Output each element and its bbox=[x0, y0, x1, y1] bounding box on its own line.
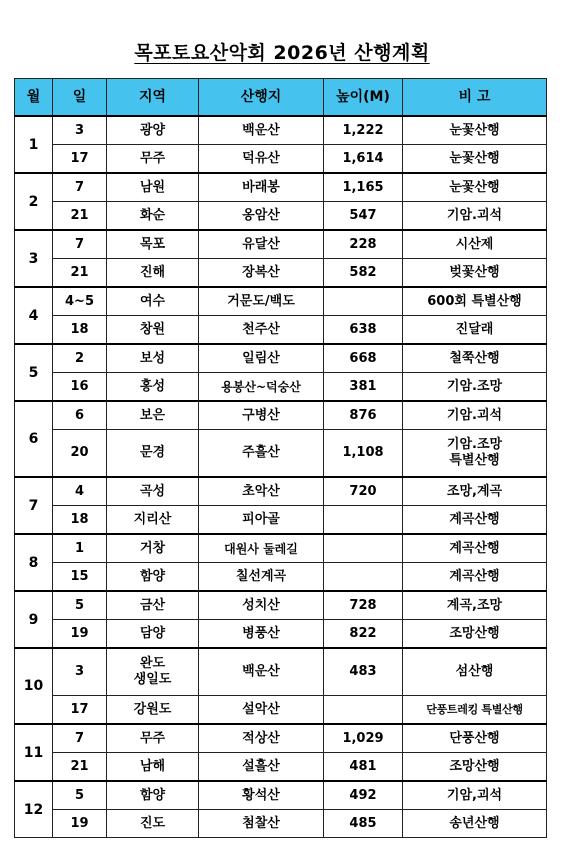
table-row bbox=[15, 591, 547, 620]
height-cell: 381 bbox=[324, 373, 403, 402]
note-cell: 단풍산행 bbox=[403, 724, 547, 753]
day-cell: 18 bbox=[53, 316, 107, 345]
region-cell: 여수 bbox=[107, 287, 199, 316]
height-cell: 582 bbox=[324, 259, 403, 288]
month-cell: 2 bbox=[15, 173, 53, 230]
height-cell: 1,614 bbox=[324, 145, 403, 174]
day-cell: 17 bbox=[53, 696, 107, 725]
region-cell: 함양 bbox=[107, 563, 199, 592]
day-cell: 4~5 bbox=[53, 287, 107, 316]
note-cell: 조망,계곡 bbox=[403, 477, 547, 506]
table-row bbox=[15, 781, 547, 810]
note-cell bbox=[403, 430, 547, 478]
height-cell: 728 bbox=[324, 591, 403, 620]
header-month: 월 bbox=[15, 79, 53, 117]
note-cell: 송년산행 bbox=[403, 810, 547, 838]
day-cell: 7 bbox=[53, 173, 107, 202]
region-cell: 홍성 bbox=[107, 373, 199, 402]
mountain-cell: 용봉산~덕숭산 bbox=[199, 373, 324, 402]
mountain-cell: 첨찰산 bbox=[199, 810, 324, 838]
note-cell: 계곡,조망 bbox=[403, 591, 547, 620]
day-cell: 4 bbox=[53, 477, 107, 506]
mountain-cell: 칠선계곡 bbox=[199, 563, 324, 592]
height-cell bbox=[324, 534, 403, 563]
height-cell: 720 bbox=[324, 477, 403, 506]
table-body bbox=[15, 116, 547, 838]
day-cell: 18 bbox=[53, 506, 107, 535]
table-row bbox=[15, 753, 547, 782]
mountain-cell: 덕유산 bbox=[199, 145, 324, 174]
hiking-plan-table bbox=[14, 78, 547, 838]
month-cell: 12 bbox=[15, 781, 53, 838]
day-cell: 21 bbox=[53, 259, 107, 288]
day-cell: 5 bbox=[53, 591, 107, 620]
mountain-cell: 바래봉 bbox=[199, 173, 324, 202]
height-cell: 228 bbox=[324, 230, 403, 259]
table-row bbox=[15, 724, 547, 753]
region-cell: 남원 bbox=[107, 173, 199, 202]
note-cell: 계곡산행 bbox=[403, 534, 547, 563]
region-cell: 창원 bbox=[107, 316, 199, 345]
mountain-cell: 백운산 bbox=[199, 648, 324, 696]
height-cell: 492 bbox=[324, 781, 403, 810]
region-cell: 광양 bbox=[107, 116, 199, 145]
day-cell: 7 bbox=[53, 230, 107, 259]
mountain-cell: 황석산 bbox=[199, 781, 324, 810]
note-cell: 기암.괴석 bbox=[403, 202, 547, 231]
month-cell: 5 bbox=[15, 344, 53, 401]
page-title: 목포토요산악회 2026년 산행계획 bbox=[134, 42, 430, 64]
day-cell: 3 bbox=[53, 116, 107, 145]
month-cell: 10 bbox=[15, 648, 53, 724]
table-row bbox=[15, 202, 547, 231]
region-cell: 진해 bbox=[107, 259, 199, 288]
table-row bbox=[15, 534, 547, 563]
note-line: 기암.조망 bbox=[446, 437, 503, 452]
month-cell: 7 bbox=[15, 477, 53, 534]
note-cell: 기암.조망 bbox=[403, 373, 547, 402]
mountain-cell: 장복산 bbox=[199, 259, 324, 288]
note-cell: 섬산행 bbox=[403, 648, 547, 696]
day-cell: 1 bbox=[53, 534, 107, 563]
table-row bbox=[15, 506, 547, 535]
month-cell: 9 bbox=[15, 591, 53, 648]
region-cell: 강원도 bbox=[107, 696, 199, 725]
header-height: 높이(M) bbox=[324, 79, 403, 117]
mountain-cell: 천주산 bbox=[199, 316, 324, 345]
mountain-cell: 일림산 bbox=[199, 344, 324, 373]
height-cell: 1,165 bbox=[324, 173, 403, 202]
header-day: 일 bbox=[53, 79, 107, 117]
table-row bbox=[15, 259, 547, 288]
height-cell: 822 bbox=[324, 620, 403, 649]
note-cell: 눈꽃산행 bbox=[403, 116, 547, 145]
note-cell: 철쭉산행 bbox=[403, 344, 547, 373]
mountain-cell: 설악산 bbox=[199, 696, 324, 725]
table-row bbox=[15, 401, 547, 430]
height-cell: 547 bbox=[324, 202, 403, 231]
note-cell: 단풍트레킹 특별산행 bbox=[403, 696, 547, 725]
header-mountain: 산행지 bbox=[199, 79, 324, 117]
table-row bbox=[15, 696, 547, 725]
height-cell: 483 bbox=[324, 648, 403, 696]
table-row bbox=[15, 287, 547, 316]
mountain-cell: 피아골 bbox=[199, 506, 324, 535]
day-cell: 3 bbox=[53, 648, 107, 696]
region-cell: 곡성 bbox=[107, 477, 199, 506]
mountain-cell: 유달산 bbox=[199, 230, 324, 259]
month-cell: 11 bbox=[15, 724, 53, 781]
region-cell: 진도 bbox=[107, 810, 199, 838]
note-cell: 눈꽃산행 bbox=[403, 145, 547, 174]
height-cell bbox=[324, 563, 403, 592]
table-row bbox=[15, 173, 547, 202]
height-cell bbox=[324, 506, 403, 535]
note-cell: 눈꽃산행 bbox=[403, 173, 547, 202]
day-cell: 7 bbox=[53, 724, 107, 753]
month-cell: 3 bbox=[15, 230, 53, 287]
table-row bbox=[15, 373, 547, 402]
note-cell: 600회 특별산행 bbox=[403, 287, 547, 316]
table-header-row bbox=[15, 79, 547, 117]
region-cell: 문경 bbox=[107, 430, 199, 478]
region-cell: 보은 bbox=[107, 401, 199, 430]
mountain-cell: 병풍산 bbox=[199, 620, 324, 649]
note-cell: 진달래 bbox=[403, 316, 547, 345]
day-cell: 2 bbox=[53, 344, 107, 373]
region-cell: 화순 bbox=[107, 202, 199, 231]
region-cell: 함양 bbox=[107, 781, 199, 810]
region-cell: 무주 bbox=[107, 145, 199, 174]
day-cell: 16 bbox=[53, 373, 107, 402]
table-row bbox=[15, 316, 547, 345]
height-cell: 1,108 bbox=[324, 430, 403, 478]
header-region: 지역 bbox=[107, 79, 199, 117]
table-row bbox=[15, 620, 547, 649]
day-cell: 19 bbox=[53, 810, 107, 838]
height-cell: 876 bbox=[324, 401, 403, 430]
height-cell bbox=[324, 696, 403, 725]
region-cell: 보성 bbox=[107, 344, 199, 373]
height-cell: 1,029 bbox=[324, 724, 403, 753]
note-cell: 기암.괴석 bbox=[403, 401, 547, 430]
mountain-cell: 주흘산 bbox=[199, 430, 324, 478]
mountain-cell: 구병산 bbox=[199, 401, 324, 430]
mountain-cell: 옹암산 bbox=[199, 202, 324, 231]
day-cell: 17 bbox=[53, 145, 107, 174]
table-row bbox=[15, 810, 547, 838]
day-cell: 6 bbox=[53, 401, 107, 430]
mountain-cell: 초악산 bbox=[199, 477, 324, 506]
mountain-cell: 대원사 둘레길 bbox=[199, 534, 324, 563]
mountain-cell: 성치산 bbox=[199, 591, 324, 620]
region-cell: 거창 bbox=[107, 534, 199, 563]
note-cell: 시산제 bbox=[403, 230, 547, 259]
note-cell: 계곡산행 bbox=[403, 563, 547, 592]
table-row bbox=[15, 430, 547, 478]
month-cell: 6 bbox=[15, 401, 53, 477]
note-cell: 조망산행 bbox=[403, 753, 547, 782]
mountain-cell: 설흘산 bbox=[199, 753, 324, 782]
table-row bbox=[15, 230, 547, 259]
day-cell: 5 bbox=[53, 781, 107, 810]
height-cell bbox=[324, 287, 403, 316]
height-cell: 485 bbox=[324, 810, 403, 838]
table-row bbox=[15, 145, 547, 174]
region-cell bbox=[107, 648, 199, 696]
month-cell: 8 bbox=[15, 534, 53, 591]
mountain-cell: 백운산 bbox=[199, 116, 324, 145]
table-row bbox=[15, 344, 547, 373]
height-cell: 481 bbox=[324, 753, 403, 782]
table-row bbox=[15, 648, 547, 696]
month-cell: 4 bbox=[15, 287, 53, 344]
region-cell: 남해 bbox=[107, 753, 199, 782]
note-cell: 조망산행 bbox=[403, 620, 547, 649]
region-cell: 담양 bbox=[107, 620, 199, 649]
header-note: 비 고 bbox=[403, 79, 547, 117]
note-cell: 벚꽃산행 bbox=[403, 259, 547, 288]
table-row bbox=[15, 563, 547, 592]
height-cell: 668 bbox=[324, 344, 403, 373]
region-line: 완도 bbox=[139, 656, 166, 671]
region-cell: 무주 bbox=[107, 724, 199, 753]
note-cell: 계곡산행 bbox=[403, 506, 547, 535]
day-cell: 19 bbox=[53, 620, 107, 649]
table-row bbox=[15, 477, 547, 506]
note-cell: 기암,괴석 bbox=[403, 781, 547, 810]
region-cell: 목포 bbox=[107, 230, 199, 259]
month-cell: 1 bbox=[15, 116, 53, 173]
note-line: 특별산행 bbox=[449, 453, 500, 468]
region-line: 생일도 bbox=[133, 672, 172, 687]
day-cell: 20 bbox=[53, 430, 107, 478]
mountain-cell: 거문도/백도 bbox=[199, 287, 324, 316]
region-cell: 지리산 bbox=[107, 506, 199, 535]
table-row bbox=[15, 116, 547, 145]
height-cell: 638 bbox=[324, 316, 403, 345]
day-cell: 15 bbox=[53, 563, 107, 592]
day-cell: 21 bbox=[53, 202, 107, 231]
day-cell: 21 bbox=[53, 753, 107, 782]
region-cell: 금산 bbox=[107, 591, 199, 620]
mountain-cell: 적상산 bbox=[199, 724, 324, 753]
height-cell: 1,222 bbox=[324, 116, 403, 145]
